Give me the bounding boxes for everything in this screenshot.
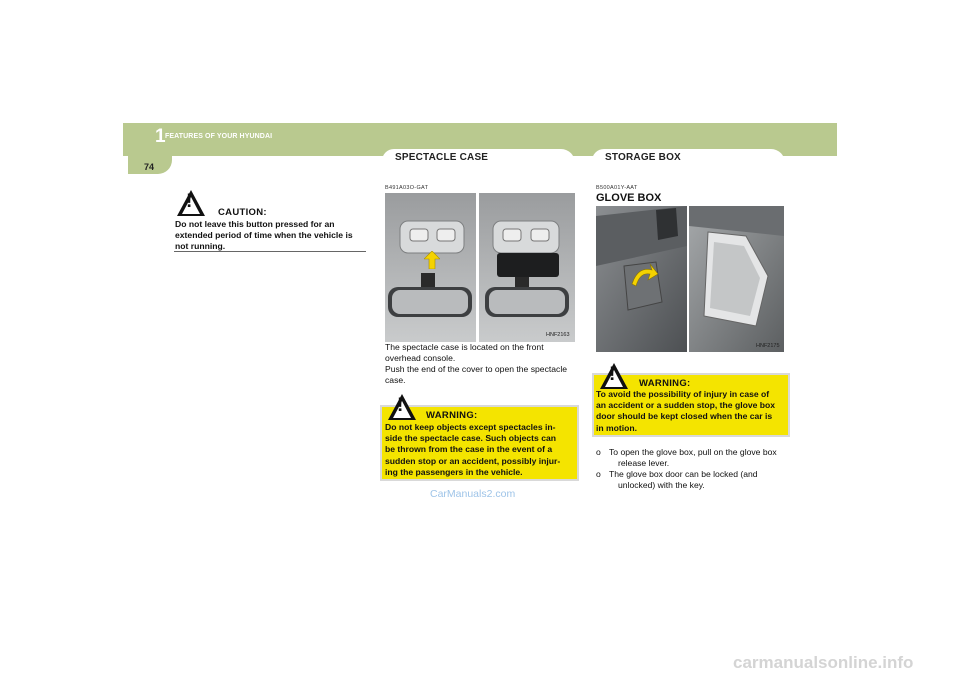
paragraph-line: Push the end of the cover to open the spectacle [385,364,568,374]
glove-box-heading: GLOVE BOX [596,192,662,204]
warning-line: sudden stop or an accident, possibly injur- [385,455,561,466]
glove-box-photo [596,206,784,352]
bullet-item [596,469,788,491]
warning-line: side the spectacle case. Such objects can [385,433,556,444]
spectacle-photo-code: HNF2163 [546,332,570,338]
glove-warning-text [596,389,775,434]
page-number: 74 [144,162,155,172]
warning-line: an accident or a sudden stop, the glove box [596,400,776,411]
storage-code: B500A01Y-AAT [596,185,638,191]
paragraph-line: overhead console. [385,353,456,363]
exclamation-icon: ! [397,395,404,416]
paragraph-line: case. [385,375,406,385]
spectacle-code: B491A03O-GAT [385,185,429,191]
caution-text [175,219,353,253]
spectacle-case-photo [385,193,575,342]
spectacle-paragraph [385,342,567,386]
spectacle-warning-text [385,422,560,478]
pull-arrow-icon [628,262,658,290]
caution-line: not running. [175,241,226,252]
caution-line: extended period of time when the vehicle is [175,230,353,241]
warning-line: door should be kept closed when the car is [596,411,773,422]
warning-line: ing the passengers in the vehicle. [385,466,523,477]
glove-box-illustration [596,206,784,352]
glove-warning-heading: WARNING: [639,378,691,389]
glove-photo-code: HNF2175 [756,343,780,349]
caution-line: Do not leave this button pressed for an [175,219,335,229]
warning-line: Do not keep objects except spectacles in- [385,422,556,432]
warning-line: be thrown from the case in the event of a [385,444,553,455]
exclamation-icon: ! [186,191,193,212]
warning-line: in motion. [596,422,638,433]
bullet-line: release lever. [618,458,670,468]
bullet-item [596,447,788,469]
warning-line: To avoid the possibility of injury in case of [596,389,770,399]
bullet-line: The glove box door can be locked (and [609,469,758,479]
bullet-line: unlocked) with the key. [618,480,705,490]
spectacle-case-illustration [385,193,575,342]
carmanualsonline-watermark: carmanualsonline.info [733,653,914,672]
chapter-title: FEATURES OF YOUR HYUNDAI [165,133,273,140]
section-title-spectacle: SPECTACLE CASE [395,152,489,163]
caution-heading: CAUTION: [218,207,267,218]
caution-underline [174,251,366,252]
glove-bullet-list [596,447,788,491]
spectacle-warning-heading: WARNING: [426,410,478,421]
chapter-number: 1 [155,126,166,147]
carmanuals2-link[interactable]: CarManuals2.com [430,488,516,500]
bullet-marker: o [596,447,601,457]
exclamation-icon: ! [609,364,616,385]
paragraph-line: The spectacle case is located on the front [385,342,544,352]
push-arrow-icon [424,251,440,269]
bullet-marker: o [596,469,601,479]
bullet-line: To open the glove box, pull on the glove box [609,447,777,457]
section-title-storage: STORAGE BOX [605,152,681,163]
